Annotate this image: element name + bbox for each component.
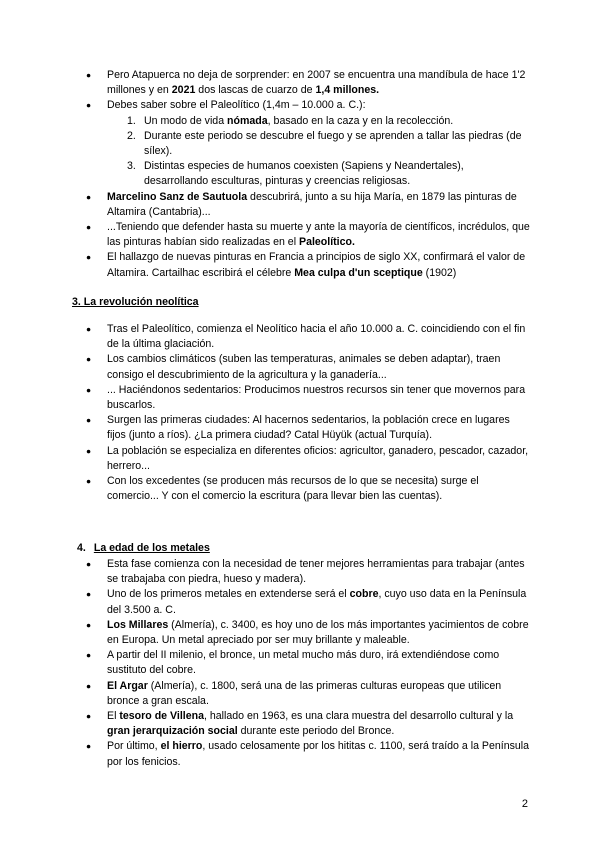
bold-text: nómada	[227, 114, 268, 127]
bold-text: Los Millares	[107, 618, 169, 631]
bullet-item	[0, 352, 600, 382]
item-number: 2.	[127, 129, 136, 142]
bullet-item	[0, 250, 600, 280]
bullet-item	[0, 474, 600, 504]
bullet-item	[0, 679, 600, 709]
text-run: , usado celosamente por los hititas c. 1100, será traído a la Península por los fenicios.	[107, 740, 530, 768]
bullet-item	[0, 587, 600, 617]
bold-text: Mea culpa d'un sceptique	[294, 266, 423, 279]
bold-text: cobre	[349, 588, 379, 601]
bullet-item	[0, 190, 600, 220]
neolithic-section	[0, 322, 600, 504]
bullet-item	[0, 648, 600, 678]
neolithic-bullet-list	[0, 322, 600, 504]
metals-bullet-list	[0, 557, 600, 770]
text-run: A partir del II milenio, el bronce, un metal mucho más duro, irá extendiéndose como sustituto del cobre.	[107, 649, 500, 677]
section-4-heading-title: La edad de los metales	[93, 542, 210, 554]
text-run: , hallado en 1963, es una clara muestra del desarrollo cultural y la	[203, 710, 514, 723]
text-run: (Almería), c. 3400, es hoy uno de los más importantes yacimientos de cobre en Europa. Un metal apreciado por ser muy brillante y maleable.	[107, 618, 529, 647]
text-run: Un modo de vida	[144, 114, 228, 127]
bold-text: tesoro de Villena	[119, 710, 204, 723]
bold-text: gran jerarquización social	[107, 725, 238, 738]
text-run: ... Haciéndonos sedentarios: Producimos nuestros recursos sin tener que movernos para buscarlos.	[107, 383, 526, 412]
bold-text: 1,4 millones.	[315, 84, 380, 97]
bullet-item	[0, 68, 600, 98]
metals-section	[0, 557, 600, 770]
section-3-heading: 3. La revolución neolítica	[72, 296, 199, 308]
bullet-item	[0, 413, 600, 443]
bullet-item	[0, 709, 600, 739]
text-run: El	[107, 710, 120, 723]
bullet-item	[0, 383, 600, 413]
text-run: durante este periodo del Bronce.	[237, 725, 395, 738]
text-run: Distintas especies de humanos coexisten (Sapiens y Neandertales), desarrollando esculturas, pinturas y creencias religiosas.	[144, 160, 464, 188]
text-run: (1902)	[422, 266, 457, 279]
text-run: , cuyo uso data en la Península del 3.500 a. C.	[107, 588, 527, 616]
text-run: Uno de los primeros metales en extenderse será el	[107, 588, 350, 601]
bold-text: el hierro	[160, 740, 203, 753]
text-run: Debes saber sobre el Paleolítico (1,4m – 10.000 a. C.):	[107, 99, 366, 112]
numbered-sublist	[107, 114, 530, 190]
item-number: 3.	[127, 160, 136, 173]
bullet-item	[0, 444, 600, 474]
bold-text: El Argar	[107, 679, 148, 692]
text-run: Tras el Paleolítico, comienza el Neolítico hacia el año 10.000 a. C. coincidiendo con el fin de la última glaciación.	[107, 323, 526, 351]
text-run: Surgen las primeras ciudades: Al hacernos sedentarios, la población crece en lugares fijos (junto a ríos). ¿La primera ciudad? Catal Hüyük (actual Turquía).	[107, 414, 510, 442]
bold-text: Paleolítico.	[299, 236, 355, 249]
text-run: , basado en la caza y en la recolección.	[267, 114, 454, 127]
numbered-item	[107, 159, 530, 189]
text-run: (Almería), c. 1800, será una de las primeras culturas europeas que utilicen bronce a gran escala.	[107, 679, 502, 707]
text-run: dos lascas de cuarzo de	[195, 84, 316, 97]
text-run: Durante este periodo se descubre el fuego y se aprenden a tallar las piedras (de sílex).	[144, 129, 522, 158]
item-number: 1.	[127, 114, 136, 127]
bullet-item	[0, 618, 600, 648]
bold-text: Marcelino Sanz de Sautuola	[107, 190, 248, 203]
bullet-item	[0, 98, 600, 189]
bold-text: 2021	[171, 84, 196, 97]
bullet-item	[0, 322, 600, 352]
bullet-item	[0, 557, 600, 587]
bullet-item	[0, 739, 600, 769]
text-run: Pero Atapuerca no deja de sorprender: en 2007 se encuentra una mandíbula de hace 1'2 millones y en	[107, 69, 526, 97]
paleolithic-bullet-list	[0, 68, 600, 281]
text-run: La población se especializa en diferentes oficios: agricultor, ganadero, pescador, cazador, herrero...	[107, 444, 529, 472]
text-run: Con los excedentes (se producen más recursos de lo que se necesita) surge el comercio... Y con el comercio la escritura (para llevar bien las cuentas).	[107, 475, 479, 503]
text-run: Los cambios climáticos (suben las temperaturas, animales se deben adaptar), traen consigo el descubrimiento de la agricultura y la ganadería...	[107, 353, 501, 381]
text-run: Esta fase comienza con la necesidad de tener mejores herramientas para trabajar (antes se trabajaba con piedra, hueso y madera).	[107, 558, 525, 586]
numbered-item	[107, 114, 530, 129]
text-run: Por último,	[107, 740, 161, 753]
page-number: 2	[521, 798, 528, 810]
paleolithic-section	[0, 68, 600, 281]
bullet-item	[0, 220, 600, 250]
section-4-heading-number: 4.	[77, 542, 86, 554]
text-run: El hallazgo de nuevas pinturas en Francia a principios de siglo XX, confirmará el valor de Altamira. Cartailhac escribirá el célebre	[107, 251, 526, 279]
text-run: descubrirá, junto a su hija María, en 1879 las pinturas de Altamira (Cantabria)...	[107, 190, 517, 218]
section-4-heading	[77, 542, 210, 554]
numbered-item	[107, 129, 530, 159]
text-run: ...Teniendo que defender hasta su muerte y ante la mayoría de científicos, incrédulos, que las pinturas habían sido realizadas en el	[107, 221, 530, 249]
